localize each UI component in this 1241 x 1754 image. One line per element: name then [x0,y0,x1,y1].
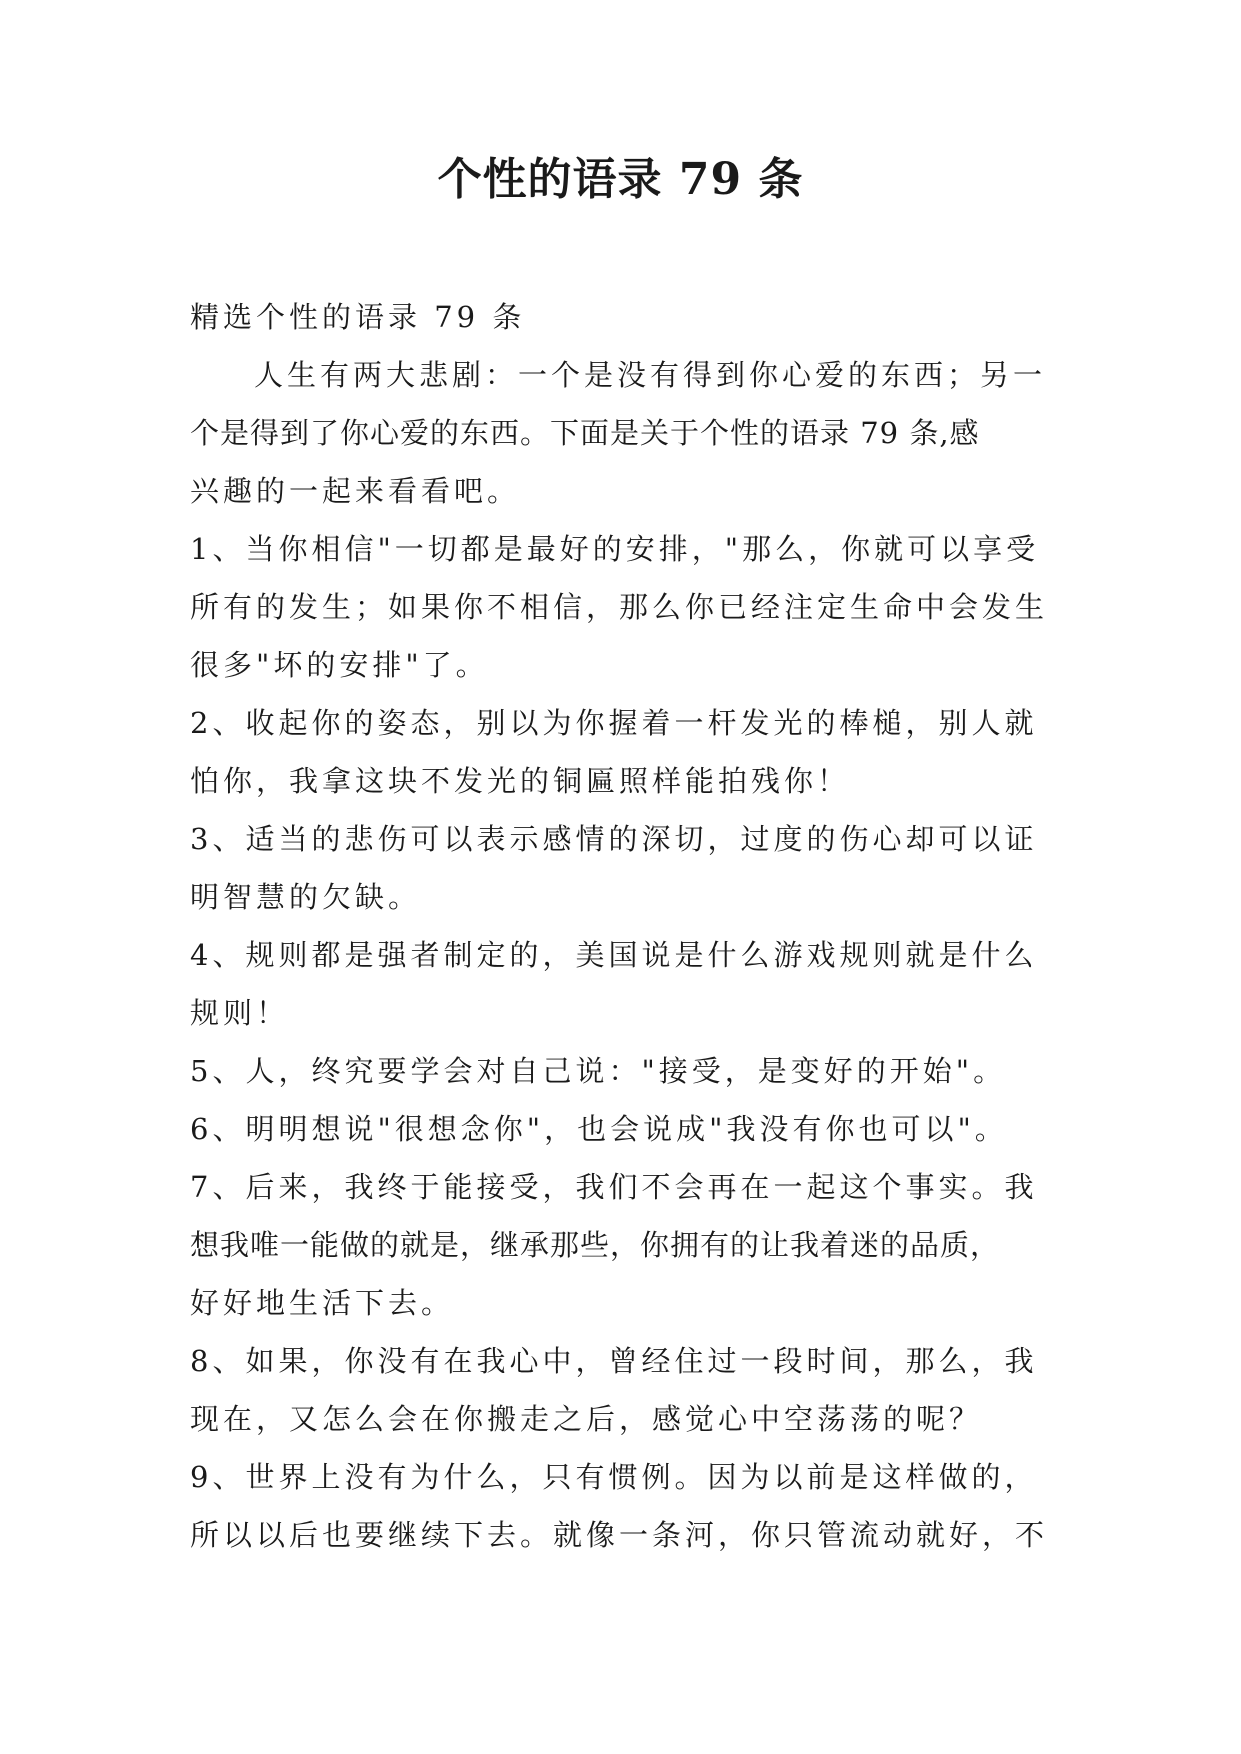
quote-line: 4、规则都是强者制定的，美国说是什么游戏规则就是什么 [190,938,1038,972]
quote-line: 1、当你相信"一切都是最好的安排，"那么，你就可以享受 [190,532,1040,566]
subtitle-line: 精选个性的语录 79 条 [190,300,526,334]
quote-line: 现在，又怎么会在你搬走之后，感觉心中空荡荡的呢？ [190,1402,983,1436]
quote-line: 好好地生活下去。 [190,1286,455,1320]
quote-line: 9、世界上没有为什么，只有惯例。因为以前是这样做的， [190,1460,1038,1494]
quote-line: 规则！ [190,996,290,1030]
quote-line: 6、明明想说"很想念你"，也会说成"我没有你也可以"。 [190,1112,1008,1146]
document-body [190,288,1052,1564]
quote-line: 2、收起你的姿态，别以为你握着一杆发光的棒槌，别人就 [190,706,1038,740]
intro-line: 人生有两大悲剧：一个是没有得到你心爱的东西；另一 [254,358,1047,392]
quote-line: 5、人，终究要学会对自己说："接受，是变好的开始"。 [190,1054,1007,1088]
quote-line: 明智慧的欠缺。 [190,880,422,914]
intro-line: 个是得到了你心爱的东西。下面是关于个性的语录 79 条,感 [190,416,980,450]
quote-line: 很多"坏的安排"了。 [190,648,489,682]
intro-line: 兴趣的一起来看看吧。 [190,474,521,508]
quote-line: 7、后来，我终于能接受，我们不会再在一起这个事实。我 [190,1170,1038,1204]
quote-line: 8、如果，你没有在我心中，曾经住过一段时间，那么，我 [190,1344,1038,1378]
quote-line: 所有的发生；如果你不相信，那么你已经注定生命中会发生 [190,590,1049,624]
quote-line: 怕你，我拿这块不发光的铜匾照样能拍残你！ [190,764,851,798]
quote-line: 所以以后也要继续下去。就像一条河，你只管流动就好，不 [190,1518,1049,1552]
document-title: 个性的语录 79 条 [437,154,804,205]
quote-line: 想我唯一能做的就是，继承那些，你拥有的让我着迷的品质， [190,1228,1001,1262]
quote-line: 3、适当的悲伤可以表示感情的深切，过度的伤心却可以证 [190,822,1038,856]
